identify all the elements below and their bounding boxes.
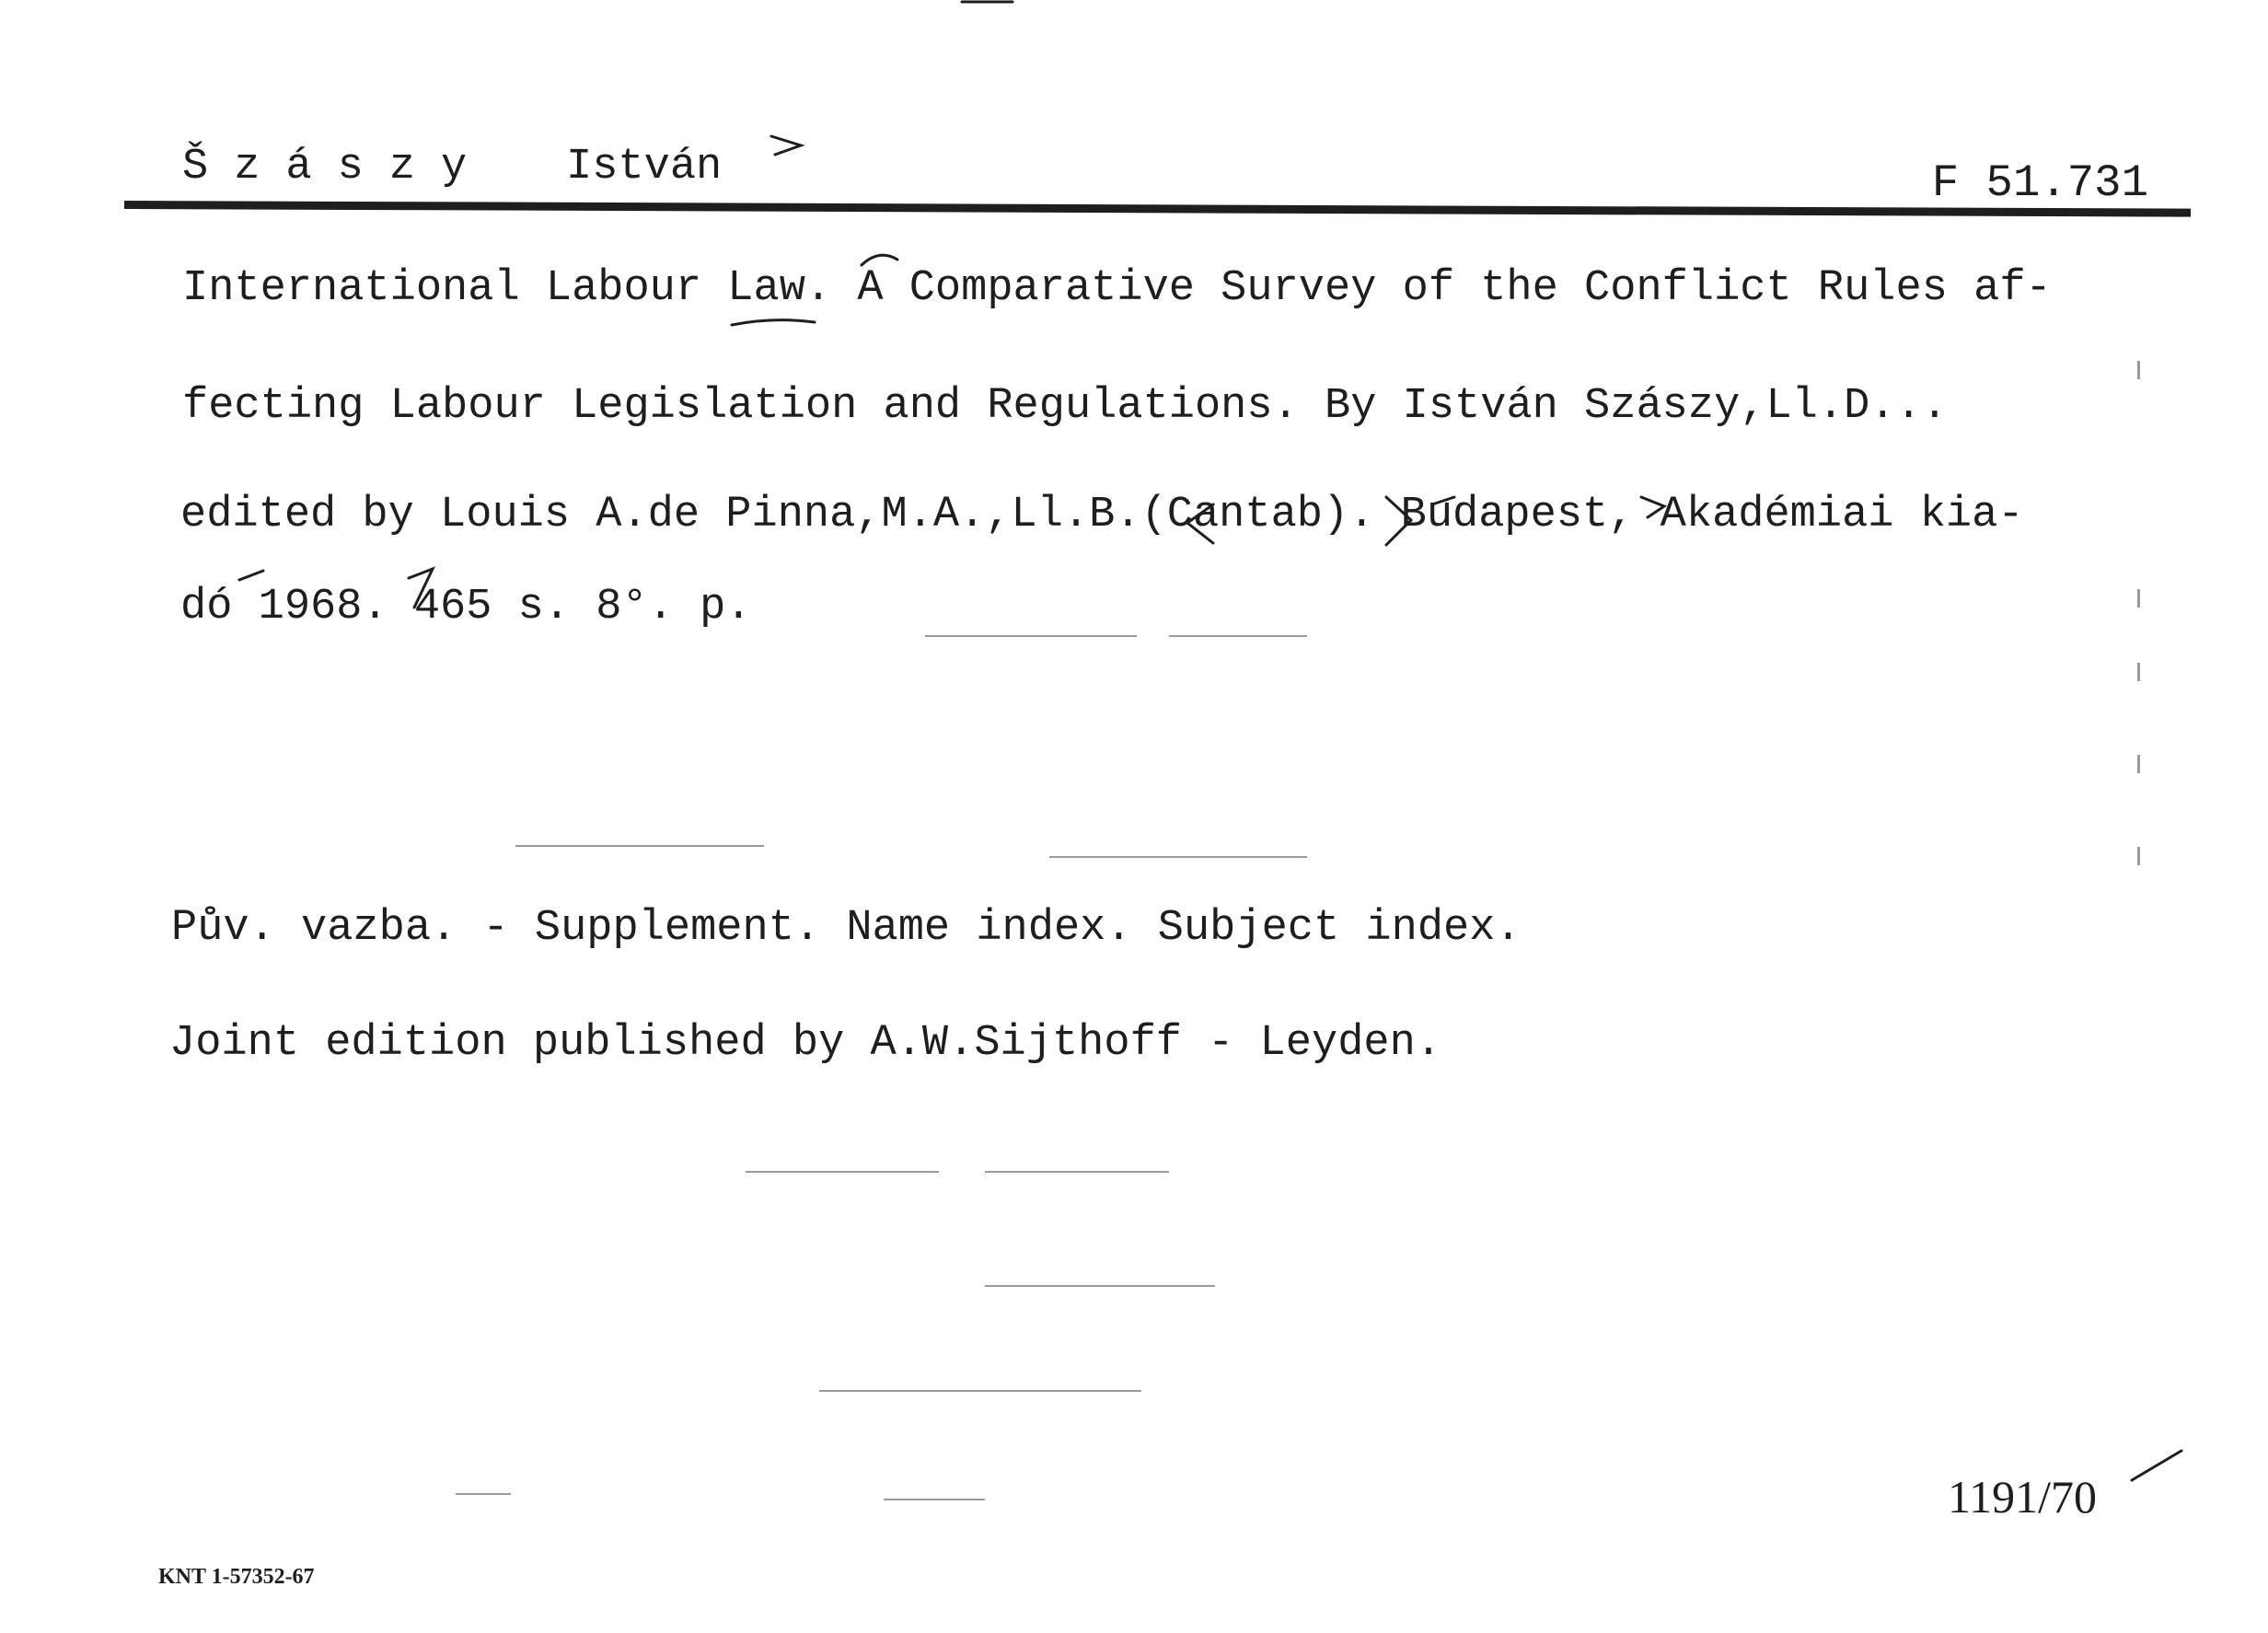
description-line-4: dó 1968. 465 s. 8°. p. [180, 583, 752, 631]
handwritten-chevron-mark [771, 136, 801, 155]
handwritten-slash-mark [2132, 1451, 2181, 1480]
description-line-2: fecting Labour Legislation and Regulations. By István Szászy,Ll.D... [182, 382, 1948, 431]
header-rule [124, 201, 2191, 217]
description-line-1: International Labour Law. A Comparative Survey of the Conflict Rules af- [182, 264, 2052, 313]
author-given-name: István [566, 143, 723, 191]
accession-number: 1191/70 [1947, 1471, 2097, 1523]
handwritten-tick-mark [239, 571, 263, 580]
note-binding-indexes: Pův. vazba. - Supplement. Name index. Subject index. [171, 904, 1522, 953]
printer-code: KNT 1-57352-67 [158, 1565, 315, 1589]
shelfmark: F 51.731 [1931, 157, 2148, 209]
author-surname: Šzászy [182, 143, 493, 191]
handwritten-underline-mark [732, 320, 815, 325]
note-joint-edition: Joint edition published by A.W.Sijthoff - Leyden. [169, 1019, 1442, 1068]
description-line-3: edited by Louis A.de Pinna,M.A.,Ll.B.(Cantab). Budapest, Akadémiai kia- [180, 491, 2024, 539]
